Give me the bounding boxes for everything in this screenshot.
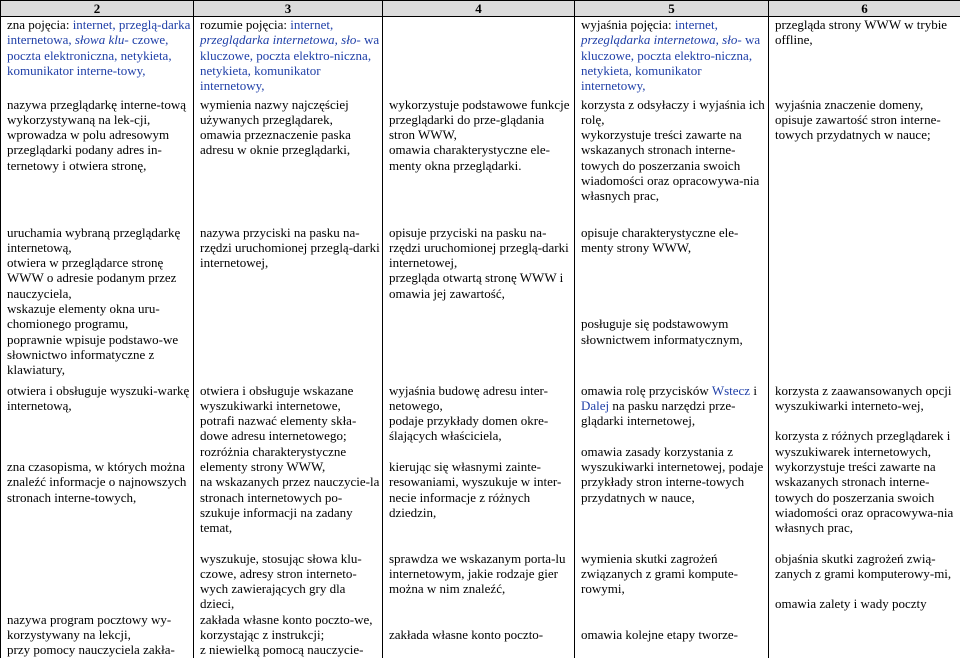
table-cell [1,97,194,225]
cell-text: wymienia skutki zagrożeń związanych z grami kompute-rowymi, [581,551,766,597]
cell-text: nazywa program pocztowy wy-korzystywany na lekcji, [7,612,191,643]
cell-text: podaje przykłady domen okre-ślających właściciela, [389,413,572,444]
cell-text: omawia kolejne etapy tworze- [581,627,766,642]
table-cell [1,225,194,383]
cell-text: posługuje się podstawowym słownictwem informatycznym, [581,316,766,347]
cell-text: korzysta z zaawansowanych opcji wyszukiwarki interneto-wej, [775,383,958,414]
cell-text: omawia przeznaczenie paska adresu w oknie przeglądarki, [200,127,380,158]
table-cell [575,383,769,551]
column-header-6: 6 [769,1,960,17]
cell-text: rozumie pojęcia: internet, przeglądarka internetowa, sło- wa kluczowe, poczta elektro-niczna, netykieta, komunikator internetowy, [200,17,380,93]
column-header-2: 2 [1,1,194,17]
cell-text: zna czasopisma, w których można znaleźć informacje o najnowszych stronach interne-towych, [7,459,191,505]
table-cell [194,551,383,658]
cell-text: zakłada własne konto poczto- [389,627,572,642]
cell-text: wprowadza w polu adresowym przeglądarki podany adres in-ternetowy i otwiera stronę, [7,127,191,173]
cell-text: omawia zasady korzystania z wyszukiwarki internetowej, podaje przykłady stron interne-towych przydatnych w nauce, [581,444,766,505]
cell-text: wskazuje elementy okna uru-chomionego programu, [7,301,191,332]
cell-text: wykorzystuje treści zawarte na wskazanych stronach interne-towych do poszerzania swoich wiadomości oraz opracowywa-nia własnych prac, [581,127,766,203]
cell-text: rozróżnia charakterystyczne elementy strony WWW, [200,444,380,475]
table-row [1,383,960,551]
table-cell [769,97,960,225]
table-cell [575,17,769,97]
table-cell-empty [769,225,960,383]
cell-text: poprawnie wpisuje podstawo-we słownictwo informatyczne z klawiatury, [7,332,191,378]
cell-text: opisuje zawartość stron interne-towych przydatnych w nauce; [775,112,958,143]
cell-text: przegląda strony WWW w trybie offline, [775,17,958,48]
header-row [1,1,960,17]
cell-text: zakłada własne konto poczto-we, korzystając z instrukcji; [200,612,380,643]
cell-text: zna pojęcia: internet, przeglą-darka internetowa, słowa klu- czowe, poczta elektroniczna, netykieta, komunikator interne-towy, [7,17,191,78]
cell-text: wyjaśnia pojęcia: internet, przeglądarka internetowa, sło- wa kluczowe, poczta elektro-niczna, netykieta, komunikator internetowy, [581,17,766,93]
table-cell [1,383,194,551]
cell-text: kierując się własnymi zainte-resowaniami, wyszukuje w inter-necie informacje z różnych dziedzin, [389,459,572,520]
cell-text: omawia rolę przycisków Wstecz i Dalej na pasku narzędzi prze-glądarki internetowej, [581,383,766,429]
cell-text: otwiera i obsługuje wskazane wyszukiwarki internetowe, [200,383,380,414]
table-cell [194,97,383,225]
cell-text: na wskazanych przez nauczycie-la stronach internetowych po-szukuje informacji na zadany temat, [200,474,380,535]
cell-text: wyjaśnia budowę adresu inter-netowego, [389,383,572,414]
cell-text: omawia charakterystyczne ele-menty okna przeglądarki. [389,142,572,173]
table-cell [383,551,575,658]
table-cell-empty [383,17,575,97]
cell-text: korzysta z różnych przeglądarek i wyszukiwarek internetowych, wykorzystuje treści zawarte na wskazanych stronach interne-towych do poszerzania swoich wiadomości oraz opracowywa-nia własnych prac, [775,428,958,535]
cell-text: wyjaśnia znaczenie domeny, [775,97,958,112]
cell-text: objaśnia skutki zagrożeń zwią-zanych z grami komputerowy-mi, [775,551,958,582]
table-cell [575,551,769,658]
table-row [1,17,960,97]
cell-text: nazywa przeglądarkę interne-tową wykorzystywaną na lek-cji, [7,97,191,128]
cell-text: opisuje charakterystyczne ele-menty strony WWW, [581,225,766,256]
cell-text: nazywa przyciski na pasku na-rzędzi uruchomionej przeglą-darki internetowej, [200,225,380,271]
cell-text: otwiera w przeglądarce stronę WWW o adresie podanym przez nauczyciela, [7,255,191,301]
table-cell [194,17,383,97]
cell-text: potrafi nazwać elementy skła-dowe adresu internetowego; [200,413,380,444]
cell-text: otwiera i obsługuje wyszuki-warkę internetową, [7,383,191,414]
table-cell [769,551,960,658]
dalej-term: Dalej [581,398,609,413]
table-row [1,551,960,658]
table-cell [575,225,769,383]
cell-text: wymienia nazwy najczęściej używanych przeglądarek, [200,97,380,128]
table-cell [1,17,194,97]
cell-text: opisuje przyciski na pasku na-rzędzi uruchomionej przeglą-darki internetowej, [389,225,572,271]
table-cell [769,17,960,97]
cell-text: z niewielką pomocą nauczycie- [200,642,380,657]
column-header-4: 4 [383,1,575,17]
table-cell [194,225,383,383]
cell-text: sprawdza we wskazanym porta-lu internetowym, jakie rodzaje gier można w nim znaleźć, [389,551,572,597]
table-cell [383,97,575,225]
table-cell [383,225,575,383]
cell-text: przy pomocy nauczyciela zakła- [7,642,191,657]
table-cell [194,383,383,551]
column-header-3: 3 [194,1,383,17]
table-cell [1,551,194,658]
column-header-5: 5 [575,1,769,17]
table-cell [769,383,960,551]
cell-text: korzysta z odsyłaczy i wyjaśnia ich rolę, [581,97,766,128]
cell-text: uruchamia wybraną przeglądarkę internetową, [7,225,191,256]
cell-text: przegląda otwartą stronę WWW i omawia jej zawartość, [389,270,572,301]
cell-text: wykorzystuje podstawowe funkcje przeglądarki do prze-glądania stron WWW, [389,97,572,143]
cell-text: wyszukuje, stosując słowa klu-czowe, adresy stron interneto-wych zawierających gry dla dzieci, [200,551,380,612]
wstecz-term: Wstecz [712,383,750,398]
table-row [1,97,960,225]
table-row [1,225,960,383]
cell-text: omawia zalety i wady poczty [775,596,958,611]
table-cell [383,383,575,551]
table-cell [575,97,769,225]
